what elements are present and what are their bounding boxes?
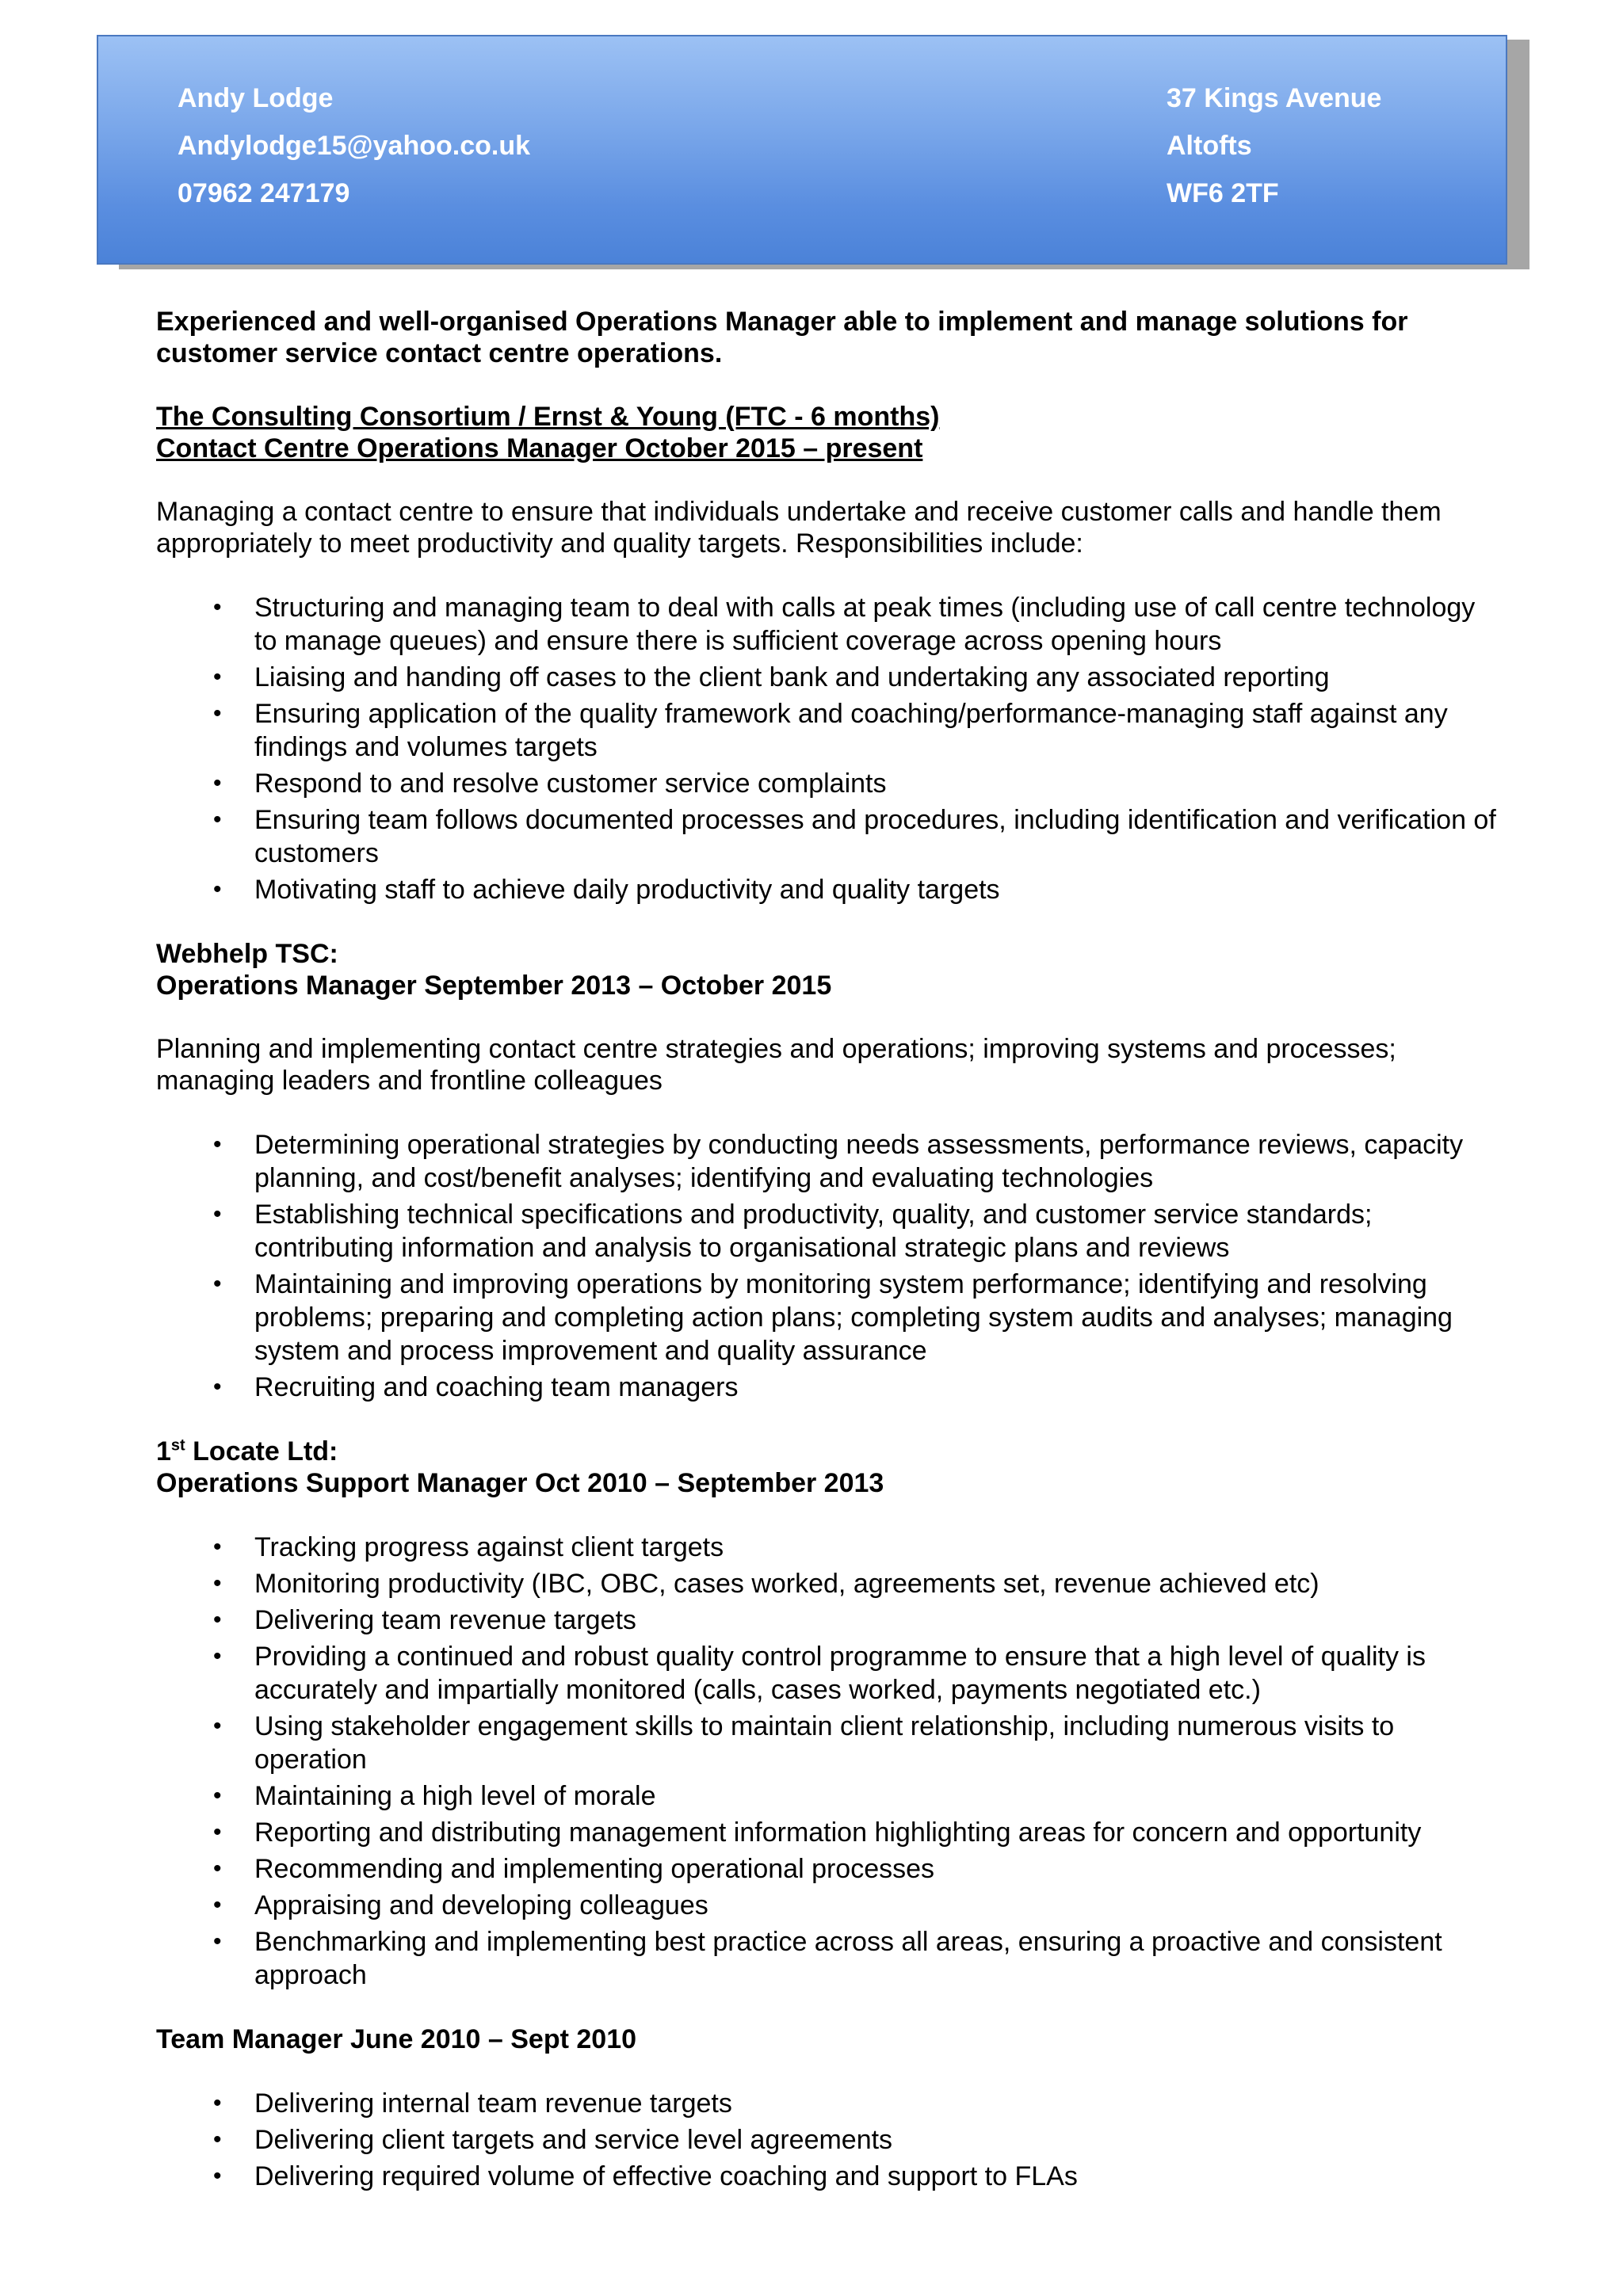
list-item-text: Delivering client targets and service level agreements — [254, 2125, 893, 2155]
bullet-icon: • — [213, 2126, 222, 2153]
list-item-text: Maintaining and improving operations by monitoring system performance; identifying and resolving problems; preparing and completing action plans; completing system audits and analyses; managing system and process improvement and quality assurance — [254, 1269, 1453, 1366]
list-item — [156, 873, 1503, 906]
candidate-name: Andy Lodge — [178, 83, 334, 113]
postcode: WF6 2TF — [1167, 178, 1279, 208]
list-item — [156, 1268, 1503, 1367]
company-name-rest: Locate Ltd: — [185, 1436, 338, 1466]
bullet-icon: • — [213, 1201, 222, 1227]
list-item — [156, 1128, 1503, 1195]
phone-number: 07962 247179 — [178, 178, 350, 208]
bullet-icon: • — [213, 1892, 222, 1918]
job-section — [156, 938, 1503, 1404]
bullet-icon: • — [213, 1607, 222, 1633]
contact-header — [97, 35, 1507, 265]
bullet-icon: • — [213, 807, 222, 833]
list-item-text: Respond to and resolve customer service complaints — [254, 769, 887, 799]
list-item-text: Structuring and managing team to deal with calls at peak times (including use of call centre technology to manage queues) and ensure there is sufficient coverage across opening hours — [254, 593, 1476, 656]
profile-summary: Experienced and well-organised Operations Manager able to implement and manage solutions for customer service contact centre operations. — [156, 307, 1408, 368]
ordinal-suffix: st — [170, 1436, 185, 1455]
list-item-text: Liaising and handing off cases to the client bank and undertaking any associated reporting — [254, 662, 1330, 692]
list-item — [156, 1710, 1503, 1776]
list-item — [156, 2087, 1503, 2120]
bullet-icon: • — [213, 700, 222, 727]
list-item — [156, 1816, 1503, 1849]
list-item — [156, 661, 1503, 694]
address-line-2: Altofts — [1167, 131, 1252, 161]
list-item — [156, 1889, 1503, 1922]
list-item — [156, 2160, 1503, 2193]
list-item — [156, 1779, 1503, 1813]
job-title: Contact Centre Operations Manager October 2015 – present — [156, 433, 923, 463]
list-item-text: Delivering team revenue targets — [254, 1605, 636, 1635]
bullet-icon: • — [213, 1928, 222, 1955]
list-item-text: Recommending and implementing operational processes — [254, 1854, 935, 1884]
bullet-icon: • — [213, 1643, 222, 1669]
bullet-icon: • — [213, 1783, 222, 1809]
list-item — [156, 697, 1503, 764]
list-item-text: Monitoring productivity (IBC, OBC, cases worked, agreements set, revenue achieved etc) — [254, 1569, 1319, 1599]
job-description: Planning and implementing contact centre strategies and operations; improving systems and processes; managing leaders and frontline colleagues — [156, 1034, 1396, 1096]
address-line-1: 37 Kings Avenue — [1167, 83, 1382, 113]
list-item-text: Maintaining a high level of morale — [254, 1781, 656, 1811]
list-item — [156, 803, 1503, 870]
bullet-icon: • — [213, 664, 222, 690]
job-title: Operations Support Manager Oct 2010 – September 2013 — [156, 1468, 884, 1498]
job-section — [156, 1436, 1503, 1992]
company-name: Webhelp TSC: — [156, 939, 338, 969]
list-item — [156, 2123, 1503, 2157]
bullet-icon: • — [213, 1374, 222, 1400]
list-item — [156, 591, 1503, 658]
bullet-icon: • — [213, 2090, 222, 2116]
job-title: Team Manager June 2010 – Sept 2010 — [156, 2024, 637, 2054]
list-item — [156, 1371, 1503, 1404]
list-item-text: Determining operational strategies by conducting needs assessments, performance reviews, capacity planning, and cost/benefit analyses; identifying and evaluating technologies — [254, 1130, 1464, 1193]
cv-body — [156, 306, 1503, 2225]
list-item-text: Tracking progress against client targets — [254, 1532, 724, 1562]
list-item-text: Recruiting and coaching team managers — [254, 1372, 739, 1402]
company-name: The Consulting Consortium / Ernst & Young (FTC - 6 months) — [156, 402, 940, 432]
responsibility-list — [156, 591, 1503, 906]
company-number: 1 — [156, 1436, 171, 1466]
job-section — [156, 401, 1503, 906]
responsibility-list — [156, 2087, 1503, 2193]
bullet-icon: • — [213, 594, 222, 620]
list-item — [156, 1604, 1503, 1637]
job-title: Operations Manager September 2013 – October 2015 — [156, 971, 832, 1001]
list-item-text: Ensuring application of the quality framework and coaching/performance-managing staff against any findings and volumes targets — [254, 699, 1448, 762]
list-item — [156, 1198, 1503, 1264]
bullet-icon: • — [213, 1271, 222, 1297]
email-address: Andylodge15@yahoo.co.uk — [178, 131, 531, 161]
company-name — [156, 1436, 1503, 1467]
list-item-text: Providing a continued and robust quality control programme to ensure that a high level of quality is accurately and impartially monitored (calls, cases worked, payments negotiated etc.) — [254, 1642, 1426, 1705]
list-item-text: Reporting and distributing management information highlighting areas for concern and opportunity — [254, 1817, 1422, 1848]
bullet-icon: • — [213, 1534, 222, 1560]
bullet-icon: • — [213, 2163, 222, 2189]
list-item-text: Appraising and developing colleagues — [254, 1890, 708, 1920]
bullet-icon: • — [213, 1855, 222, 1882]
list-item — [156, 1925, 1503, 1992]
bullet-icon: • — [213, 1570, 222, 1596]
job-description: Managing a contact centre to ensure that individuals undertake and receive customer calls and handle them appropriately to meet productivity and quality targets. Responsibilities include: — [156, 497, 1442, 559]
list-item-text: Using stakeholder engagement skills to maintain client relationship, including numerous visits to operation — [254, 1711, 1395, 1775]
list-item — [156, 1567, 1503, 1600]
responsibility-list — [156, 1531, 1503, 1992]
contact-details — [178, 74, 530, 217]
responsibility-list — [156, 1128, 1503, 1404]
list-item-text: Benchmarking and implementing best practice across all areas, ensuring a proactive and consistent approach — [254, 1927, 1442, 1990]
list-item — [156, 1640, 1503, 1707]
list-item-text: Delivering internal team revenue targets — [254, 2088, 732, 2119]
bullet-icon: • — [213, 770, 222, 796]
postal-address — [1167, 74, 1381, 217]
list-item-text: Delivering required volume of effective coaching and support to FLAs — [254, 2161, 1078, 2191]
list-item-text: Motivating staff to achieve daily productivity and quality targets — [254, 875, 1000, 905]
list-item — [156, 1852, 1503, 1886]
bullet-icon: • — [213, 1713, 222, 1739]
list-item-text: Ensuring team follows documented processes and procedures, including identification and verification of customers — [254, 805, 1496, 868]
bullet-icon: • — [213, 1131, 222, 1158]
list-item-text: Establishing technical specifications and productivity, quality, and customer service standards; contributing information and analysis to organisational strategic plans and reviews — [254, 1199, 1373, 1263]
job-section — [156, 2023, 1503, 2193]
list-item — [156, 1531, 1503, 1564]
list-item — [156, 767, 1503, 800]
bullet-icon: • — [213, 1819, 222, 1845]
bullet-icon: • — [213, 876, 222, 902]
